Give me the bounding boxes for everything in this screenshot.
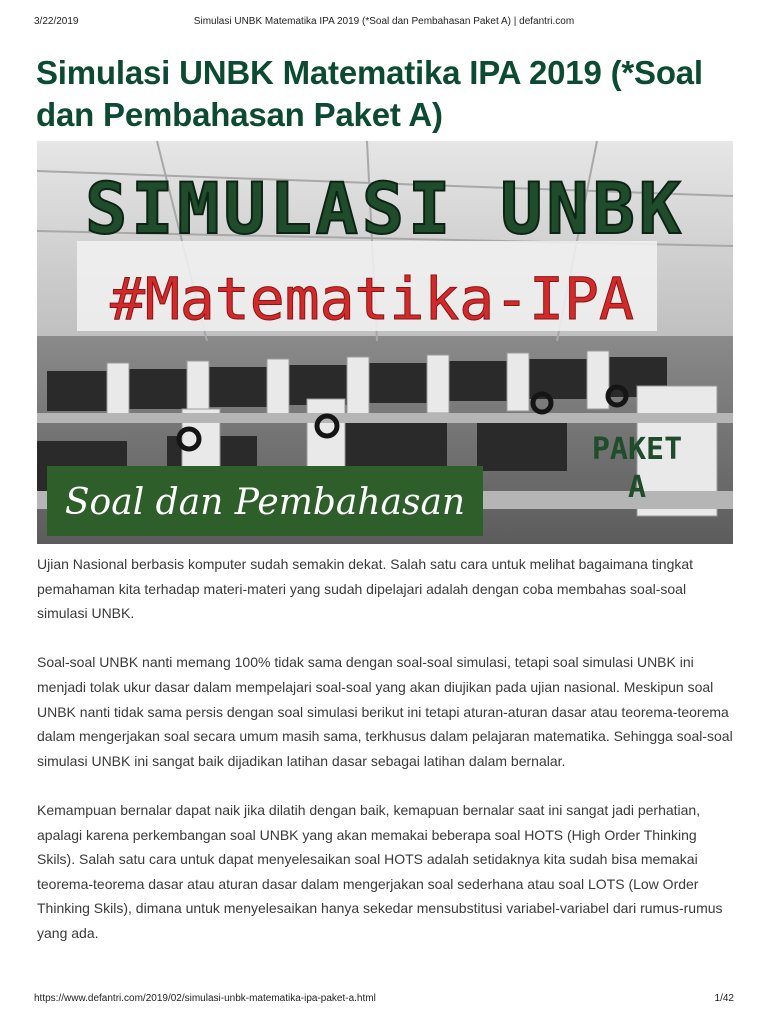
hero-caption-text: Soal dan Pembahasan <box>64 482 466 523</box>
hero-paket-letter: A <box>627 470 647 505</box>
print-date: 3/22/2019 <box>34 16 79 27</box>
hero-image <box>37 141 733 544</box>
article-paragraph: Kemampuan bernalar dapat naik jika dilatih dengan baik, kemapuan bernalar saat ini sangat jadi perhatian, apalagi karena perkembangan soal UNBK yang akan memakai beberapa soal HOTS (High Order Thinking Skils). Salah satu cara untuk dapat menyelesaikan soal HOTS adalah setidaknya kita sudah bisa memakai teorema-teorema dasar atau aturan dasar dalam mengerjakan soal sederhana atau soal LOTS (Low Order Thinking Skils), dimana untuk menyelesaikan hanya sekedar mensubstitusi variabel-variabel dari rumus-rumus yang ada. <box>37 801 723 941</box>
article-title: Simulasi UNBK Matematika IPA 2019 (*Soal dan Pembahasan Paket A) <box>36 54 703 133</box>
hero-subject-text: #Matematika-IPA <box>110 265 634 333</box>
print-footer <box>34 993 734 1007</box>
print-header <box>34 16 734 30</box>
article-paragraph: Ujian Nasional berbasis komputer sudah semakin dekat. Salah satu cara untuk melihat bagaimana tingkat pemahaman kita terhadap materi-materi yang sudah dipelajari adalah dengan coba membahas soal-soal simulasi UNBK. <box>37 556 694 622</box>
hero-title-text: SIMULASI UNBK <box>85 168 685 250</box>
print-page-title: Simulasi UNBK Matematika IPA 2019 (*Soal dan Pembahasan Paket A) | defantri.com <box>193 16 575 27</box>
page-url: https://www.defantri.com/2019/02/simulasi-unbk-matematika-ipa-paket-a.html <box>34 993 376 1004</box>
hero-paket-label: PAKET <box>591 432 683 467</box>
article-paragraph: Soal-soal UNBK nanti memang 100% tidak sama dengan soal-soal simulasi, tetapi soal simulasi UNBK ini menjadi tolak ukur dasar dalam mempelajari soal-soal yang akan diujikan pada ujian nasional. Meskipun soal UNBK nanti tidak sama persis dengan soal simulasi berikut ini tetapi aturan-aturan dasar atau teorema-teorema dalam mengerjakan soal secara umum masih sama, terkhusus dalam pelajaran matematika. Sehingga soal-soal simulasi UNBK ini sangat baik dijadikan latihan dasar sebagai latihan dalam bernalar. <box>37 654 733 769</box>
page-number: 1/42 <box>714 993 734 1004</box>
article-body <box>37 552 737 970</box>
